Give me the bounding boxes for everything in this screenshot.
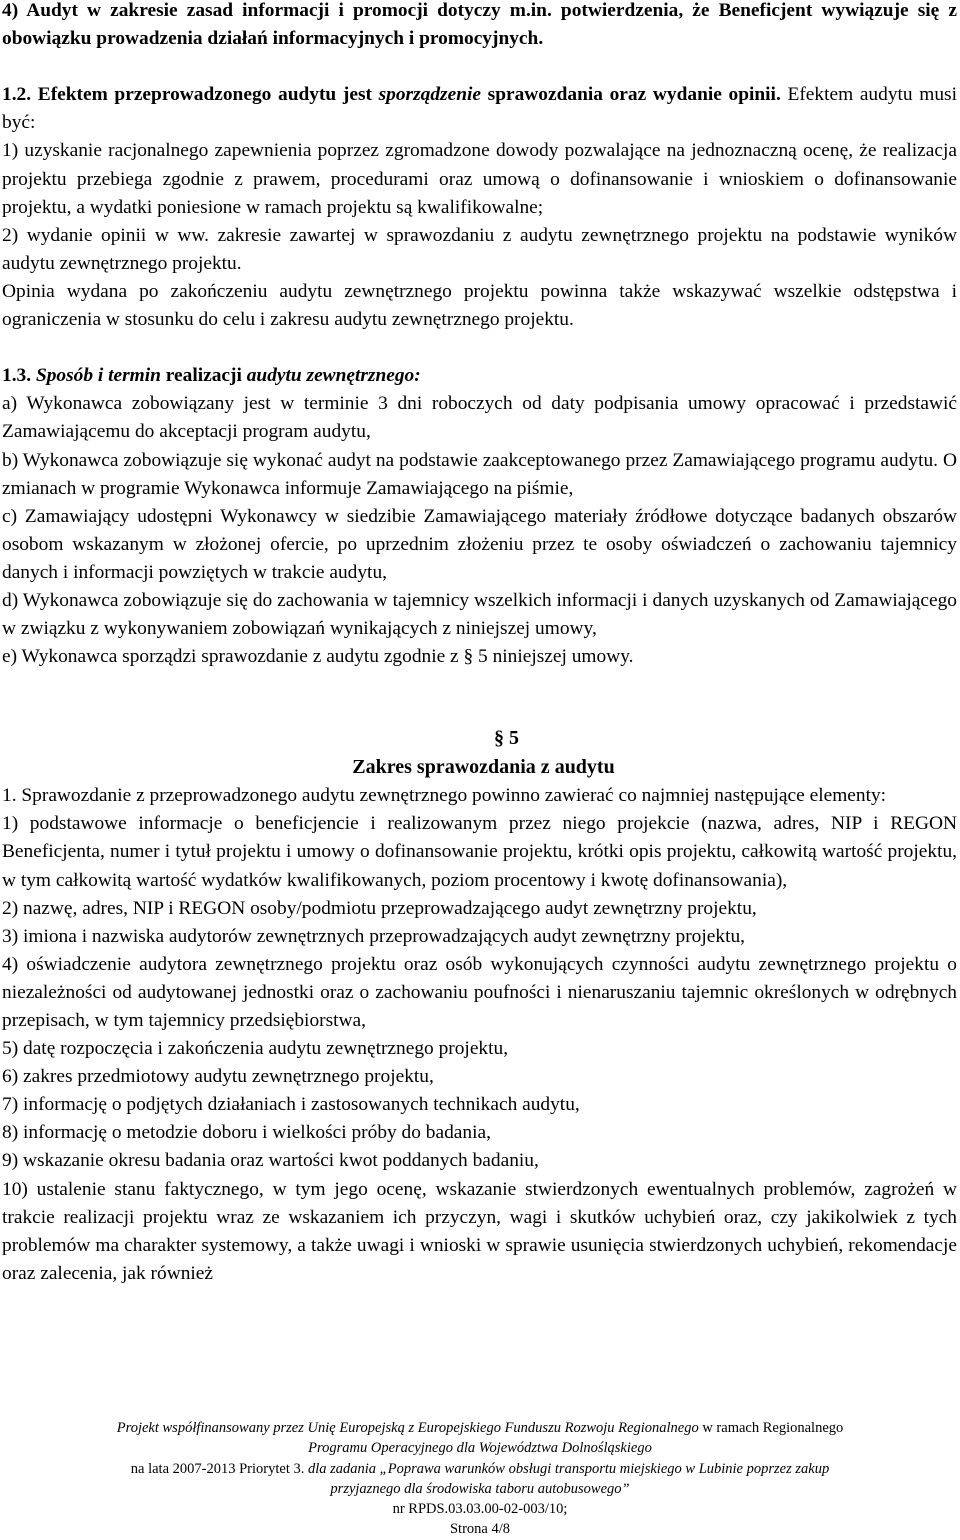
section-5-item-7: 7) informację o podjętych działaniach i zastosowanych technikach audytu, xyxy=(2,1094,580,1116)
footer-project-number: nr RPDS.03.03.00-02-003/10; xyxy=(392,1501,568,1518)
section-5-item-3: 3) imiona i nazwiska audytorów zewnętrznych przeprowadzających audyt zewnętrzny projektu, xyxy=(2,925,745,947)
footer-line-3 xyxy=(0,1459,960,1479)
section-1-3-title-c: audytu zewnętrznego: xyxy=(246,365,421,387)
footer-line-1 xyxy=(0,1418,960,1438)
section-1-3-number: 1.3. xyxy=(2,365,36,387)
section-1-2-opinion: Opinia wydana po zakończeniu audytu zewnętrznego projektu powinna także wskazywać wszelkie odstępstwa i ograniczenia w stosunku do celu i zakresu audytu zewnętrznego projektu. xyxy=(2,280,957,331)
section-1-2-lead: 1.2. Efektem przeprowadzonego audytu jest xyxy=(2,84,379,106)
section-1-2-heading xyxy=(2,81,957,137)
section-1-2-item-1: 1) uzyskanie racjonalnego zapewnienia poprzez zgromadzone dowody pozwalające na jednoznaczną ocenę, że realizacja projektu przebiega zgodnie z prawem, procedurami oraz umową o dofinansowanie i wnioskiem o dofinansowanie projektu, a wydatki poniesione w ramach projektu są kwalifikowalne; xyxy=(2,140,957,218)
section-1-2-rest: sprawozdania oraz wydanie opinii. xyxy=(480,84,781,106)
footer-program-name: Programu Operacyjnego dla Województwa Dolnośląskiego xyxy=(308,1440,652,1457)
section-5-item-1: 1) podstawowe informacje o beneficjencie i realizowanym przez niego projekcie (nazwa, adres, NIP i REGON Beneficjenta, numer i tytuł projektu i umowy o dofinansowanie projektu, krótki opis projektu, całkowitą wartość projektu, w tym całkowitą wartość wydatków kwalifikowanych, poziom procentowy i kwotę dofinansowania), xyxy=(2,813,957,891)
section-5-intro: 1. Sprawozdanie z przeprowadzonego audytu zewnętrznego powinno zawierać co najmniej następujące elementy: xyxy=(2,785,887,807)
section-5-item-5: 5) datę rozpoczęcia i zakończenia audytu zewnętrznego projektu, xyxy=(2,1038,509,1060)
section-1-2-item-2: 2) wydanie opinii w ww. zakresie zawartej w sprawozdaniu z audytu zewnętrznego projektu na podstawie wyników audytu zewnętrznego projektu. xyxy=(2,224,957,274)
section-1-3-item-b: b) Wykonawca zobowiązuje się wykonać audyt na podstawie zaakceptowanego przez Zamawiającego programu audytu. O zmianach w programie Wykonawca informuje Zamawiającego na piśmie, xyxy=(2,449,957,499)
section-1-3-heading xyxy=(2,362,957,390)
page-number: Strona 4/8 xyxy=(449,1521,510,1538)
section-5-item-10: 10) ustalenie stanu faktycznego, w tym jego ocenę, wskazanie stwierdzonych ewentualnych problemów, zagrożeń w trakcie realizacji projektu wraz ze wskazaniem ich przyczyn, wagi i skutków uchybień oraz, czy jakikolwiek z tych problemów ma charakter systemowy, a także uwagi i wnioski w sprawie usunięcia stwierdzonych uchybień, rekomendacje oraz zalecenia, jak również xyxy=(2,1178,957,1284)
section-5-item-9: 9) wskazanie okresu badania oraz wartości kwot poddanych badaniu, xyxy=(2,1150,539,1172)
paragraph-4-promotion-audit: 4) Audyt w zakresie zasad informacji i promocji dotyczy m.in. potwierdzenia, że Beneficjent wywiązuje się z obowiązku prowadzenia działań informacyjnych i promocyjnych. xyxy=(2,0,957,50)
section-1-3-item-c: c) Zamawiający udostępni Wykonawcy w siedzibie Zamawiającego materiały źródłowe dotyczące badanych obszarów osobom wskazanym w złożonej ofercie, po uprzednim złożeniu przez te osoby oświadczeń o zachowaniu tajemnicy danych i informacji powziętych w trakcie audytu, xyxy=(2,505,957,583)
page-footer xyxy=(0,1418,960,1540)
section-1-3-item-d: d) Wykonawca zobowiązuje się do zachowania w tajemnicy wszelkich informacji i danych uzyskanych od Zamawiającego w związku z wykonywaniem zobowiązań wynikających z niniejszej umowy, xyxy=(2,589,957,640)
section-1-2-tail: Efektem audytu musi być: xyxy=(2,84,957,134)
section-1-3-item-a: a) Wykonawca zobowiązany jest w terminie 3 dni roboczych od daty podpisania umowy opracować i przedstawić Zamawiającemu do akceptacji program audytu, xyxy=(2,393,957,443)
footer-task-name-cont: przyjaznego dla środowiska taboru autobusowego” xyxy=(330,1480,630,1497)
section-5-item-4: 4) oświadczenie audytora zewnętrznego projektu oraz osób wykonujących czynności audytu zewnętrznego projektu o niezależności od audytowanej jednostki oraz o zachowaniu poufności i nienaruszaniu tajemnic określonych w odrębnych przepisach, w tym tajemnicy przedsiębiorstwa, xyxy=(2,953,957,1031)
section-1-2-emphasis: sporządzenie xyxy=(378,84,481,106)
section-1-3-title-b: realizacji xyxy=(160,365,247,387)
section-1-3-title-a: Sposób i termin xyxy=(35,365,161,387)
section-5-title: Zakres sprawozdania z audytu xyxy=(352,756,615,779)
section-5-item-2: 2) nazwę, adres, NIP i REGON osoby/podmiotu przeprowadzającego audyt zewnętrzny projektu, xyxy=(2,897,757,919)
document-body xyxy=(2,0,957,1288)
footer-task-name: dla zadania „Poprawa warunków obsługi transportu miejskiego w Lubinie poprzez zakup xyxy=(304,1460,830,1477)
section-5-item-6: 6) zakres przedmiotowy audytu zewnętrznego projektu, xyxy=(2,1066,434,1088)
footer-cofinancing-text: Projekt współfinansowany przez Unię Europejską z Europejskiego Funduszu Rozwoju Regionalnego xyxy=(116,1420,699,1436)
section-5-sign: § 5 xyxy=(494,727,519,750)
section-5-item-8: 8) informację o metodzie doboru i wielkości próby do badania, xyxy=(2,1122,491,1144)
section-1-3-item-e: e) Wykonawca sporządzi sprawozdanie z audytu zgodnie z § 5 niniejszej umowy. xyxy=(2,646,634,668)
footer-cofinancing-suffix: w ramach Regionalnego xyxy=(698,1420,844,1436)
footer-priority: na lata 2007-2013 Priorytet 3. xyxy=(130,1460,305,1477)
